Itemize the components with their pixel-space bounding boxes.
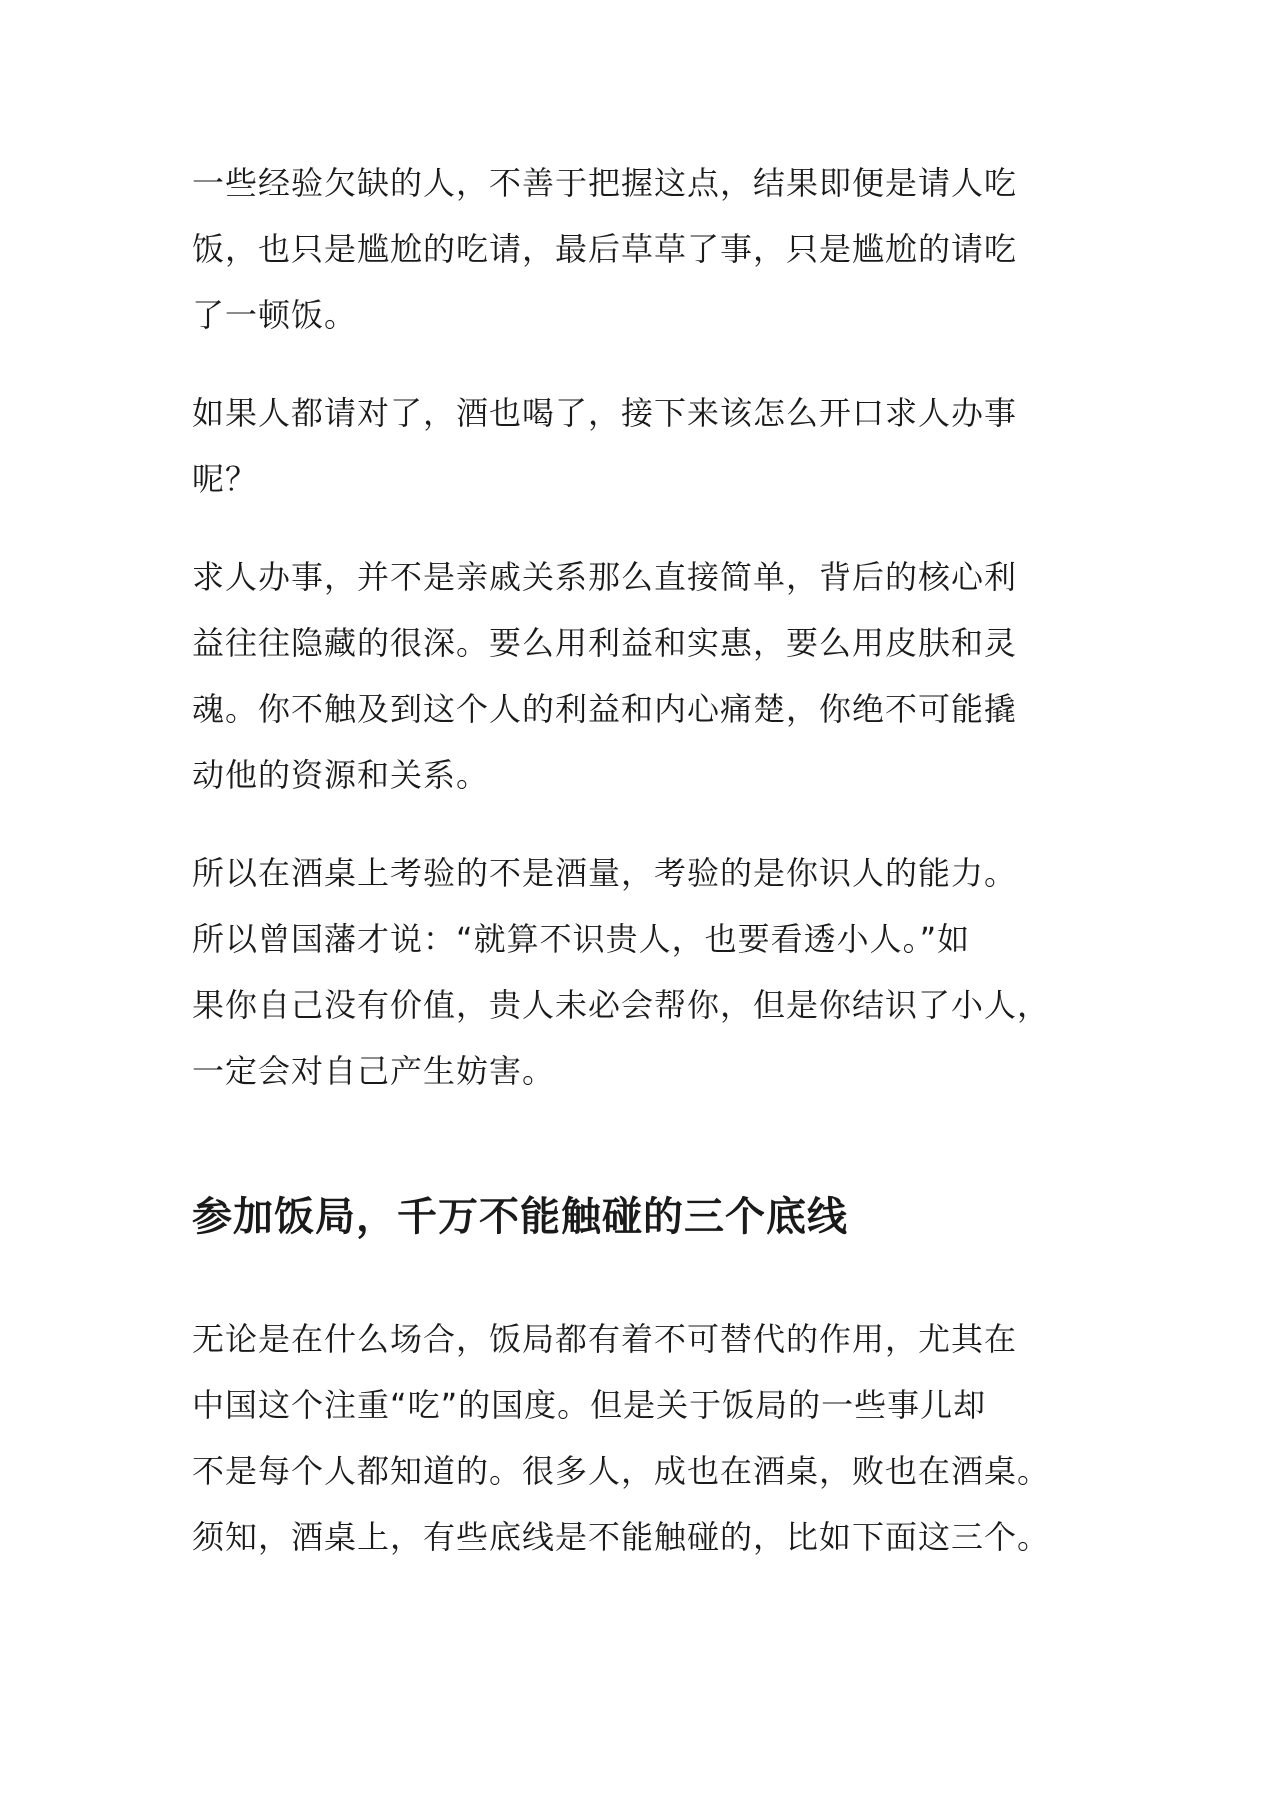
paragraph-inexperienced-people: 一些经验欠缺的人，不善于把握这点，结果即便是请人吃 饭，也只是尴尬的吃请，最后草草了事，只是尴尬的请吃 了一顿饭。	[192, 164, 1018, 334]
paragraph-how-to-ask: 如果人都请对了，酒也喝了，接下来该怎么开口求人办事 呢？	[192, 394, 1018, 498]
document-page	[192, 150, 1092, 1570]
paragraph-core-interests: 求人办事，并不是亲戚关系那么直接简单，背后的核心利 益往往隐藏的很深。要么用利益和实惠，要么用皮肤和灵 魂。你不触及到这个人的利益和内心痛楚，你绝不可能撬 动他的资源和关系。	[192, 558, 1018, 794]
paragraph-dinner-bottom-lines: 无论是在什么场合，饭局都有着不可替代的作用，尤其在 中国这个注重“吃”的国度。但是关于饭局的一些事儿却 不是每个人都知道的。很多人，成也在酒桌，败也在酒桌。 须知，酒桌上，有些底线是不能触碰的，比如下面这三个。	[192, 1320, 1051, 1556]
section-heading: 参加饭局，千万不能触碰的三个底线	[192, 1194, 848, 1240]
paragraph-judging-people: 所以在酒桌上考验的不是酒量，考验的是你识人的能力。 所以曾国藩才说：“就算不识贵人，也要看透小人。”如 果你自己没有价值，贵人未必会帮你，但是你结识了小人， 一定会对自己产生妨害。	[192, 854, 1051, 1090]
